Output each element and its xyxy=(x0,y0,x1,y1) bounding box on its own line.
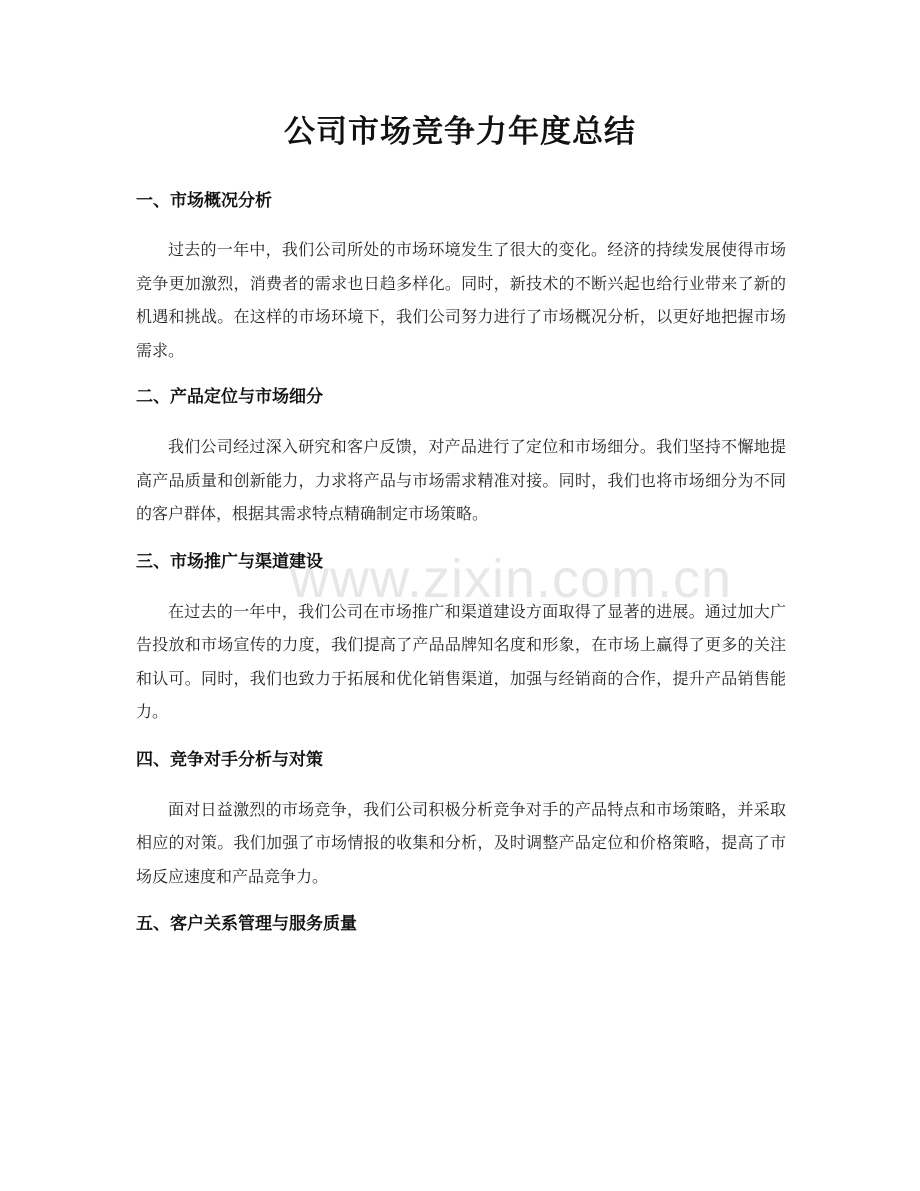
document-title: 公司市场竞争力年度总结 xyxy=(284,114,636,150)
section-heading-product-positioning: 二、产品定位与市场细分 xyxy=(136,387,323,407)
section-paragraph-competitor-analysis: 面对日益激烈的市场竞争，我们公司积极分析竞争对手的产品特点和市场策略，并采取相应的对策。我们加强了市场情报的收集和分析，及时调整产品定位和价格策略，提高了市场反应速度和产品竞争力。 xyxy=(136,799,786,886)
section-paragraph-product-positioning: 我们公司经过深入研究和客户反馈，对产品进行了定位和市场细分。我们坚持不懈地提高产品质量和创新能力，力求将产品与市场需求精准对接。同时，我们也将市场细分为不同的客户群体，根据其需求特点精确制定市场策略。 xyxy=(136,437,786,523)
watermark: www.zixin.com.cn xyxy=(290,549,733,609)
section-heading-market-overview: 一、市场概况分析 xyxy=(136,191,272,211)
section-heading-marketing-channels: 三、市场推广与渠道建设 xyxy=(136,551,323,572)
section-paragraph-market-overview: 过去的一年中，我们公司所处的市场环境发生了很大的变化。经济的持续发展使得市场竞争更加激烈，消费者的需求也日趋多样化。同时，新技术的不断兴起也给行业带来了新的机遇和挑战。在这样的市场环境下，我们公司努力进行了市场概况分析，以更好地把握市场需求。 xyxy=(136,240,786,360)
section-heading-customer-relations: 五、客户关系管理与服务质量 xyxy=(136,914,357,934)
document-body xyxy=(136,184,786,941)
section-heading-competitor-analysis: 四、竞争对手分析与对策 xyxy=(136,749,323,770)
section-paragraph-marketing-channels: 在过去的一年中，我们公司在市场推广和渠道建设方面取得了显著的进展。通过加大广告投放和市场宣传的力度，我们提高了产品品牌知名度和形象，在市场上赢得了更多的关注和认可。同时，我们也致力于拓展和优化销售渠道，加强与经销商的合作，提升产品销售能力。 xyxy=(136,601,786,721)
